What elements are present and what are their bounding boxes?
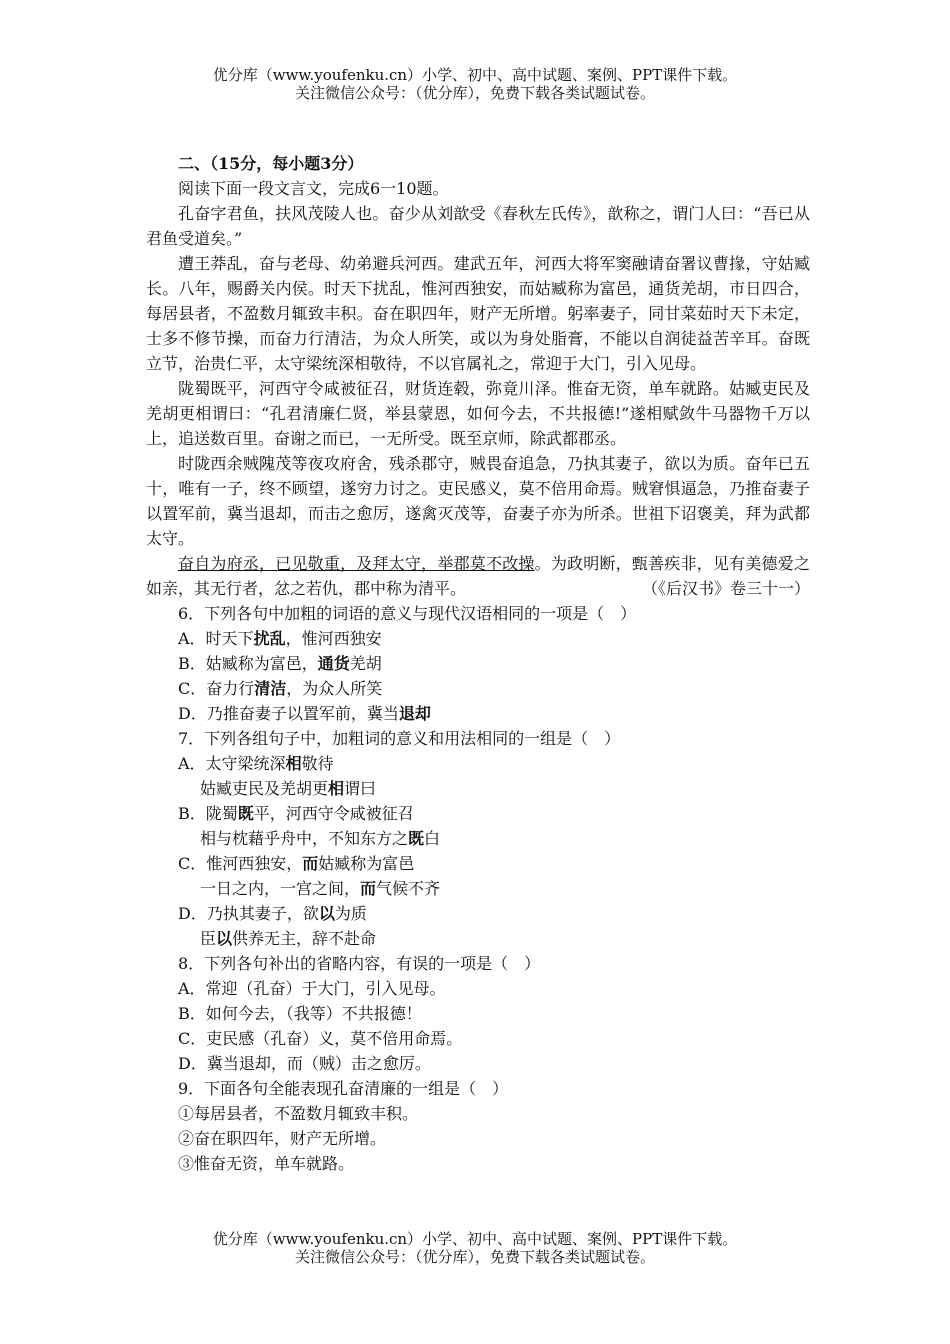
option-text: 相与枕藉乎舟中，不知东方之 xyxy=(200,829,409,848)
bold-word: 扰乱 xyxy=(253,629,286,648)
page-footer xyxy=(0,1230,950,1266)
question-6-option-d xyxy=(146,701,810,726)
question-7-option-a-line-1 xyxy=(146,751,810,776)
footer-line-2: 关注微信公众号：（优分库），免费下载各类试题试卷。 xyxy=(294,1248,655,1266)
option-text: B．陇蜀 xyxy=(178,804,238,823)
question-9-item-1: ①每居县者，不盈数月辄致丰积。 xyxy=(178,1104,419,1123)
bold-word: 而 xyxy=(360,879,377,898)
question-9-stem: 9．下面各句全能表现孔奋清廉的一组是（ ） xyxy=(178,1079,509,1098)
header-line-1: 优分库（www.youfenku.cn）小学、初中、高中试题、案例、PPT课件下载。 xyxy=(212,66,738,84)
option-text: 气候不齐 xyxy=(376,879,441,898)
bold-word: 清洁 xyxy=(254,679,287,698)
underlined-sentence: 奋自为府丞，已见敬重，及拜太守，举郡莫不改操 xyxy=(178,554,535,573)
question-8-option-a: A．常迎（孔奋）于大门，引入见母。 xyxy=(178,979,446,998)
option-text: ，惟河西独安 xyxy=(285,629,382,648)
bold-word: 既 xyxy=(408,829,425,848)
question-6-option-c xyxy=(146,676,810,701)
footer-line-1: 优分库（www.youfenku.cn）小学、初中、高中试题、案例、PPT课件下载。 xyxy=(212,1230,738,1248)
question-7-option-d-line-1 xyxy=(146,901,810,926)
document-body xyxy=(146,151,810,1176)
question-7-option-b-line-2 xyxy=(146,826,810,851)
option-text: A．太守梁统深 xyxy=(178,754,286,773)
question-7-option-c-line-2 xyxy=(146,876,810,901)
option-text: 白 xyxy=(424,829,441,848)
question-8-option-b: B．如何今去，（我等）不共报德！ xyxy=(178,1004,422,1023)
option-text: 姑臧称为富邑 xyxy=(318,854,415,873)
question-9-item-3: ③惟奋无资，单车就路。 xyxy=(178,1154,355,1173)
option-text: 姑臧吏民及羌胡更 xyxy=(200,779,329,798)
bold-word: 通货 xyxy=(317,654,350,673)
option-text: 为质 xyxy=(334,904,367,923)
header-line-2: 关注微信公众号：（优分库），免费下载各类试题试卷。 xyxy=(294,84,655,102)
option-text: D．乃执其妻子，欲 xyxy=(178,904,319,923)
passage-source: （《后汉书》卷三十一） xyxy=(641,579,810,598)
passage-paragraph-2: 遭王莽乱，奋与老母、幼弟避兵河西。建武五年，河西大将军窦融请奋署议曹掾，守姑臧长。八年，赐爵关内侯。时天下扰乱，惟河西独安，而姑臧称为富邑，通货羌胡，市日四合，每居县者，不盈数月辄致丰积。奋在职四年，财产无所增。躬率妻子，同甘菜茹时天下未定，士多不修节操，而奋力行清洁，为众人所笑，或以为身处脂膏，不能以自润徒益苦辛耳。奋既立节，治贵仁平，太守梁统深相敬待，不以官属礼之，常迎于大门，引入见母。 xyxy=(146,254,810,373)
question-7-option-b-line-1 xyxy=(146,801,810,826)
option-text: C．奋力行 xyxy=(178,679,255,698)
option-text: 羌胡 xyxy=(349,654,382,673)
section-title: 二、（15分，每小题3分） xyxy=(178,154,364,173)
option-text: 一日之内，一宫之间， xyxy=(200,879,361,898)
question-7-option-c-line-1 xyxy=(146,851,810,876)
paragraph-5-rest: 。为政明断，甄善疾非，见有美德爱之如亲，其无行者，忿之若仇，郡中称为清平。 xyxy=(146,554,810,598)
option-text: A．时天下 xyxy=(178,629,254,648)
bold-word: 相 xyxy=(285,754,302,773)
option-text: 谓曰 xyxy=(344,779,377,798)
option-text: B．姑臧称为富邑， xyxy=(178,654,318,673)
question-7-option-d-line-2 xyxy=(146,926,810,951)
bold-word: 既 xyxy=(237,804,254,823)
option-text: 平，河西守令咸被征召 xyxy=(253,804,414,823)
option-text: 臣 xyxy=(200,929,217,948)
option-text: 敬待 xyxy=(301,754,334,773)
question-7-stem: 7．下列各组句子中，加粗词的意义和用法相同的一组是（ ） xyxy=(178,729,621,748)
option-text: D．乃推奋妻子以置军前，冀当 xyxy=(178,704,399,723)
bold-word: 而 xyxy=(302,854,319,873)
question-8-option-c: C．吏民感（孔奋）义，莫不倍用命焉。 xyxy=(178,1029,463,1048)
bold-word: 相 xyxy=(328,779,345,798)
bold-word: 以 xyxy=(216,929,233,948)
question-8-option-d: D．冀当退却，而（贼）击之愈厉。 xyxy=(178,1054,431,1073)
passage-paragraph-4: 时陇西余贼隗茂等夜攻府舍，残杀郡守，贼畏奋追急，乃执其妻子，欲以为质。奋年已五十，唯有一子，终不顾望，遂穷力讨之。吏民感义，莫不倍用命焉。贼窘惧逼急，乃推奋妻子以置军前，冀当退却，而击之愈厉，遂禽灭茂等，奋妻子亦为所杀。世祖下诏褒美，拜为武都太守。 xyxy=(146,454,810,548)
question-9-item-2: ②奋在职四年，财产无所增。 xyxy=(178,1129,387,1148)
question-6-option-b xyxy=(146,651,810,676)
bold-word: 退却 xyxy=(398,704,431,723)
passage-paragraph-5 xyxy=(146,551,810,601)
section-instruction: 阅读下面一段文言文，完成6一10题。 xyxy=(178,179,449,198)
option-text: 供养无主，辞不赴命 xyxy=(232,929,377,948)
question-6-option-a xyxy=(146,626,810,651)
passage-paragraph-1: 孔奋字君鱼，扶风茂陵人也。奋少从刘歆受《春秋左氏传》，歆称之，谓门人曰：“吾已从君鱼受道矣。” xyxy=(146,204,810,248)
question-6-stem: 6．下列各句中加粗的词语的意义与现代汉语相同的一项是（ ） xyxy=(178,604,637,623)
option-text: C．惟河西独安， xyxy=(178,854,303,873)
question-8-stem: 8．下列各句补出的省略内容，有误的一项是（ ） xyxy=(178,954,541,973)
bold-word: 以 xyxy=(318,904,335,923)
question-7-option-a-line-2 xyxy=(146,776,810,801)
passage-paragraph-3: 陇蜀既平，河西守令咸被征召，财货连毂，弥竟川泽。惟奋无资，单车就路。姑臧吏民及羌胡更相谓曰：“孔君清廉仁贤，举县蒙恩，如何今去，不共报德!”遂相赋敛牛马器物千万以上，追送数百里。奋谢之而已，一无所受。既至京师，除武都郡丞。 xyxy=(146,379,810,448)
page-header xyxy=(0,66,950,102)
option-text: ，为众人所笑 xyxy=(286,679,383,698)
